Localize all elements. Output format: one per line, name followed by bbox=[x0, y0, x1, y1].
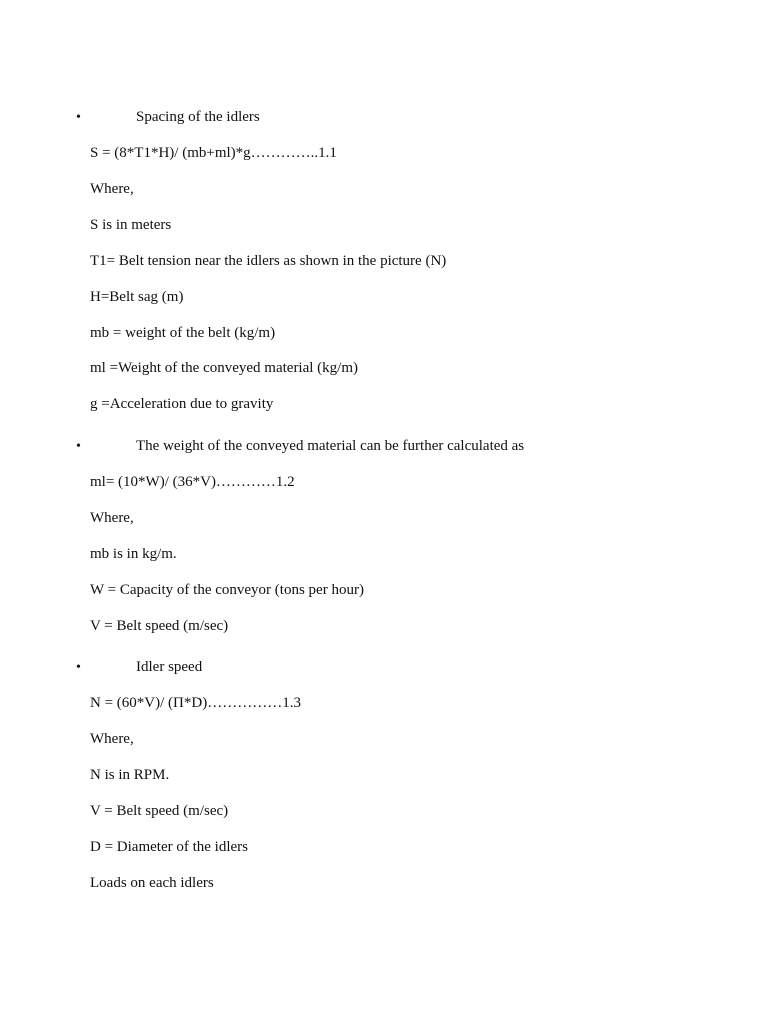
bullet-item-spacing bbox=[76, 108, 260, 127]
formula-1-2: ml= (10*W)/ (36*V)…………1.2 bbox=[90, 474, 295, 490]
definition-line: V = Belt speed (m/sec) bbox=[90, 803, 229, 819]
section-heading: Idler speed bbox=[136, 659, 203, 675]
formula-1-1: S = (8*T1*H)/ (mb+ml)*g…………..1.1 bbox=[90, 145, 337, 161]
bullet-icon: • bbox=[76, 439, 81, 454]
section-heading: Spacing of the idlers bbox=[136, 109, 260, 125]
definition-line: W = Capacity of the conveyor (tons per hour) bbox=[90, 582, 364, 598]
formula-1-3: N = (60*V)/ (Π*D)……………1.3 bbox=[90, 695, 301, 711]
definition-line: mb is in kg/m. bbox=[90, 546, 177, 562]
definition-line: S is in meters bbox=[90, 217, 172, 233]
where-label: Where, bbox=[90, 510, 134, 526]
definition-line: V = Belt speed (m/sec) bbox=[90, 618, 229, 634]
bullet-item-conveyed-weight bbox=[76, 437, 524, 456]
definition-line: g =Acceleration due to gravity bbox=[90, 396, 274, 412]
where-label: Where, bbox=[90, 181, 134, 197]
section-heading: The weight of the conveyed material can be further calculated as bbox=[136, 438, 525, 454]
definition-line: N is in RPM. bbox=[90, 767, 170, 783]
definition-line: T1= Belt tension near the idlers as shown in the picture (N) bbox=[90, 253, 447, 269]
definition-line: Loads on each idlers bbox=[90, 875, 214, 891]
definition-line: mb = weight of the belt (kg/m) bbox=[90, 325, 276, 341]
definition-line: D = Diameter of the idlers bbox=[90, 839, 248, 855]
where-label: Where, bbox=[90, 731, 134, 747]
definition-line: H=Belt sag (m) bbox=[90, 289, 184, 305]
definition-line: ml =Weight of the conveyed material (kg/m) bbox=[90, 360, 359, 376]
bullet-icon: • bbox=[76, 110, 81, 125]
bullet-item-idler-speed bbox=[76, 658, 202, 677]
bullet-icon: • bbox=[76, 660, 81, 675]
